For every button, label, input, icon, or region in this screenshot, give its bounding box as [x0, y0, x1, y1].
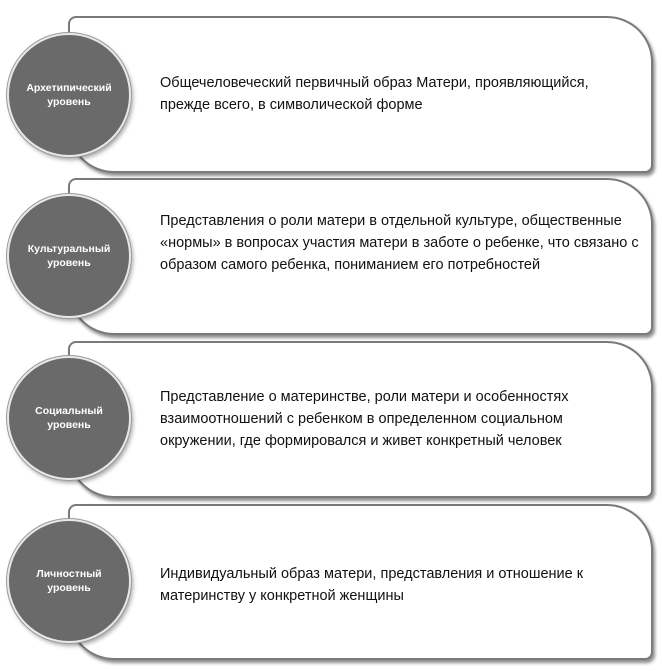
level-label-personal: Личностный уровень [36, 568, 102, 594]
level-label-cultural: Культуральный уровень [27, 243, 111, 269]
level-description-cultural: Представления о роли матери в отдельной культуре, общественные «нормы» в вопросах участия матери в заботе о ребенке, что связано с образом самого ребенка, пониманием его потребностей [160, 213, 639, 273]
level-circle-personal [7, 519, 131, 643]
level-description-archetypal: Общечеловеческий первичный образ Матери, проявляющийся, прежде всего, в символической форме [160, 75, 589, 113]
level-circle-cultural [7, 194, 131, 318]
level-circle-archetypal [7, 33, 131, 157]
level-circle-social [7, 356, 131, 480]
level-description-personal: Индивидуальный образ матери, представления и отношение к материнству у конкретной женщины [160, 566, 584, 604]
level-description-social: Представление о материнстве, роли матери и особенностях взаимоотношений с ребенком в определенном социальном окружении, где формировался и живет конкретный человек [160, 389, 569, 449]
level-label-archetypal: Архетипический уровень [26, 82, 112, 108]
level-label-social: Социальный уровень [35, 405, 103, 431]
